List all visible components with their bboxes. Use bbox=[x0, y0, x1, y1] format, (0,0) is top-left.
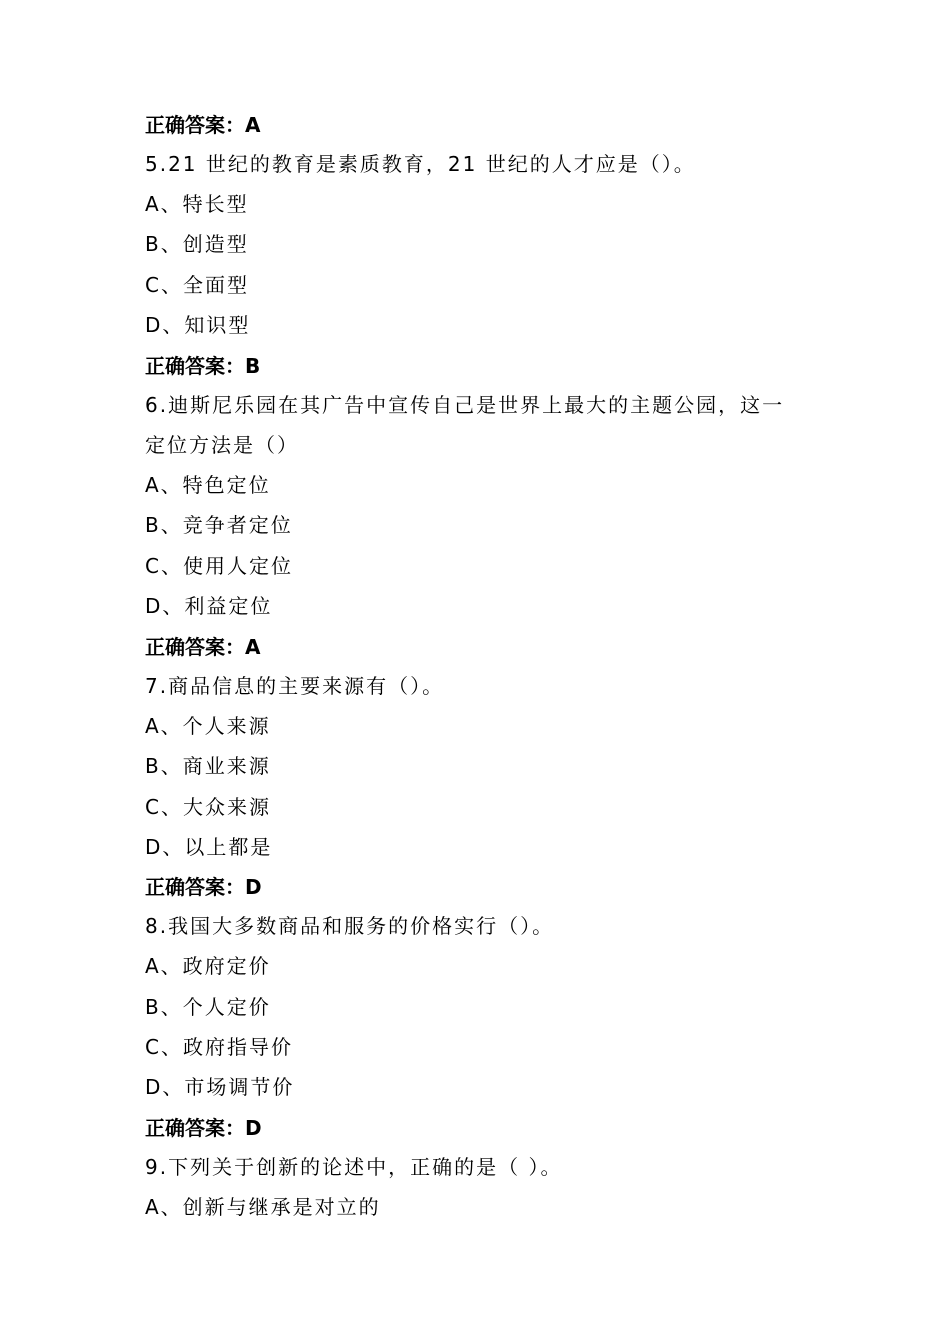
question-line: 6.迪斯尼乐园在其广告中宣传自己是世界上最大的主题公园，这一 bbox=[145, 393, 785, 417]
option-line: A、特色定位 bbox=[145, 473, 271, 497]
option-line: C、使用人定位 bbox=[145, 554, 293, 578]
option-line: C、大众来源 bbox=[145, 795, 271, 819]
question-line: 定位方法是（） bbox=[145, 433, 299, 457]
question-line: 9.下列关于创新的论述中，正确的是（ ）。 bbox=[145, 1155, 563, 1179]
option-line: D、以上都是 bbox=[145, 835, 273, 859]
option-line: A、创新与继承是对立的 bbox=[145, 1195, 381, 1219]
question-line: 7.商品信息的主要来源有（）。 bbox=[145, 674, 445, 698]
option-line: B、竞争者定位 bbox=[145, 513, 293, 537]
answer-line: 正确答案：D bbox=[145, 875, 262, 899]
answer-line: 正确答案：A bbox=[145, 113, 261, 137]
option-line: B、个人定价 bbox=[145, 995, 271, 1019]
option-line: C、全面型 bbox=[145, 273, 249, 297]
option-line: B、创造型 bbox=[145, 232, 249, 256]
option-line: D、利益定位 bbox=[145, 594, 273, 618]
answer-line: 正确答案：B bbox=[145, 354, 261, 378]
option-line: D、市场调节价 bbox=[145, 1075, 295, 1099]
option-line: C、政府指导价 bbox=[145, 1035, 293, 1059]
option-line: A、个人来源 bbox=[145, 714, 271, 738]
option-line: D、知识型 bbox=[145, 313, 251, 337]
option-line: A、政府定价 bbox=[145, 954, 271, 978]
question-line: 5.21 世纪的教育是素质教育，21 世纪的人才应是（）。 bbox=[145, 152, 696, 176]
answer-line: 正确答案：A bbox=[145, 635, 261, 659]
question-line: 8.我国大多数商品和服务的价格实行（）。 bbox=[145, 914, 555, 938]
option-line: A、特长型 bbox=[145, 192, 249, 216]
answer-line: 正确答案：D bbox=[145, 1116, 262, 1140]
option-line: B、商业来源 bbox=[145, 754, 271, 778]
